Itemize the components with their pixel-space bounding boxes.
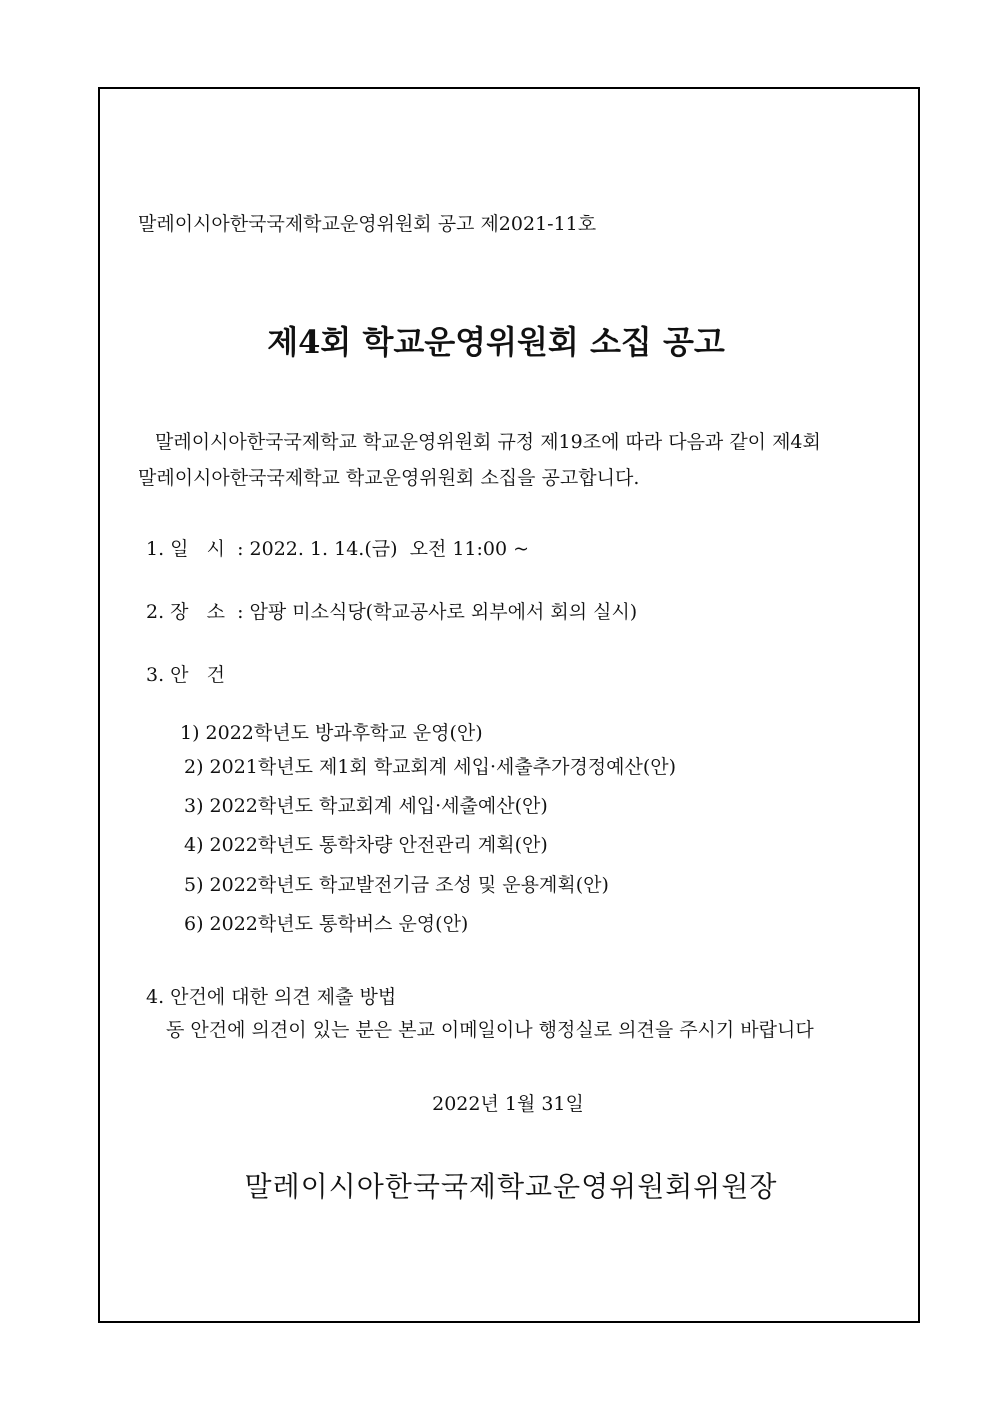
opinion-heading: 4. 안건에 대한 의견 제출 방법 xyxy=(146,986,397,1008)
agenda-item: 3) 2022학년도 학교회계 세입·세출예산(안) xyxy=(184,795,548,817)
agenda-heading: 3. 안 건 xyxy=(146,664,225,686)
document-border xyxy=(98,87,920,1323)
notice-number: 말레이시아한국국제학교운영위원회 공고 제2021-11호 xyxy=(138,213,597,235)
agenda-item: 1) 2022학년도 방과후학교 운영(안) xyxy=(180,722,483,744)
agenda-item: 4) 2022학년도 통학차량 안전관리 계획(안) xyxy=(184,834,548,856)
meeting-date: 1. 일 시 : 2022. 1. 14.(금) 오전 11:00 ~ xyxy=(146,538,530,560)
signer: 말레이시아한국국제학교운영위원회위원장 xyxy=(244,1170,778,1203)
intro-line-1: 말레이시아한국국제학교 학교운영위원회 규정 제19조에 따라 다음과 같이 제4회 xyxy=(155,431,821,453)
agenda-item: 5) 2022학년도 학교발전기금 조성 및 운용계획(안) xyxy=(184,874,609,896)
agenda-item: 2) 2021학년도 제1회 학교회계 세입·세출추가경정예산(안) xyxy=(184,756,677,778)
intro-line-2: 말레이시아한국국제학교 학교운영위원회 소집을 공고합니다. xyxy=(138,467,640,489)
meeting-place: 2. 장 소 : 암팡 미소식당(학교공사로 외부에서 회의 실시) xyxy=(146,601,638,623)
agenda-item: 6) 2022학년도 통학버스 운영(안) xyxy=(184,913,469,935)
opinion-body: 동 안건에 의견이 있는 분은 본교 이메일이나 행정실로 의견을 주시기 바랍니다 xyxy=(166,1019,814,1041)
notice-date: 2022년 1월 31일 xyxy=(432,1093,584,1115)
document-title: 제4회 학교운영위원회 소집 공고 xyxy=(267,323,725,361)
